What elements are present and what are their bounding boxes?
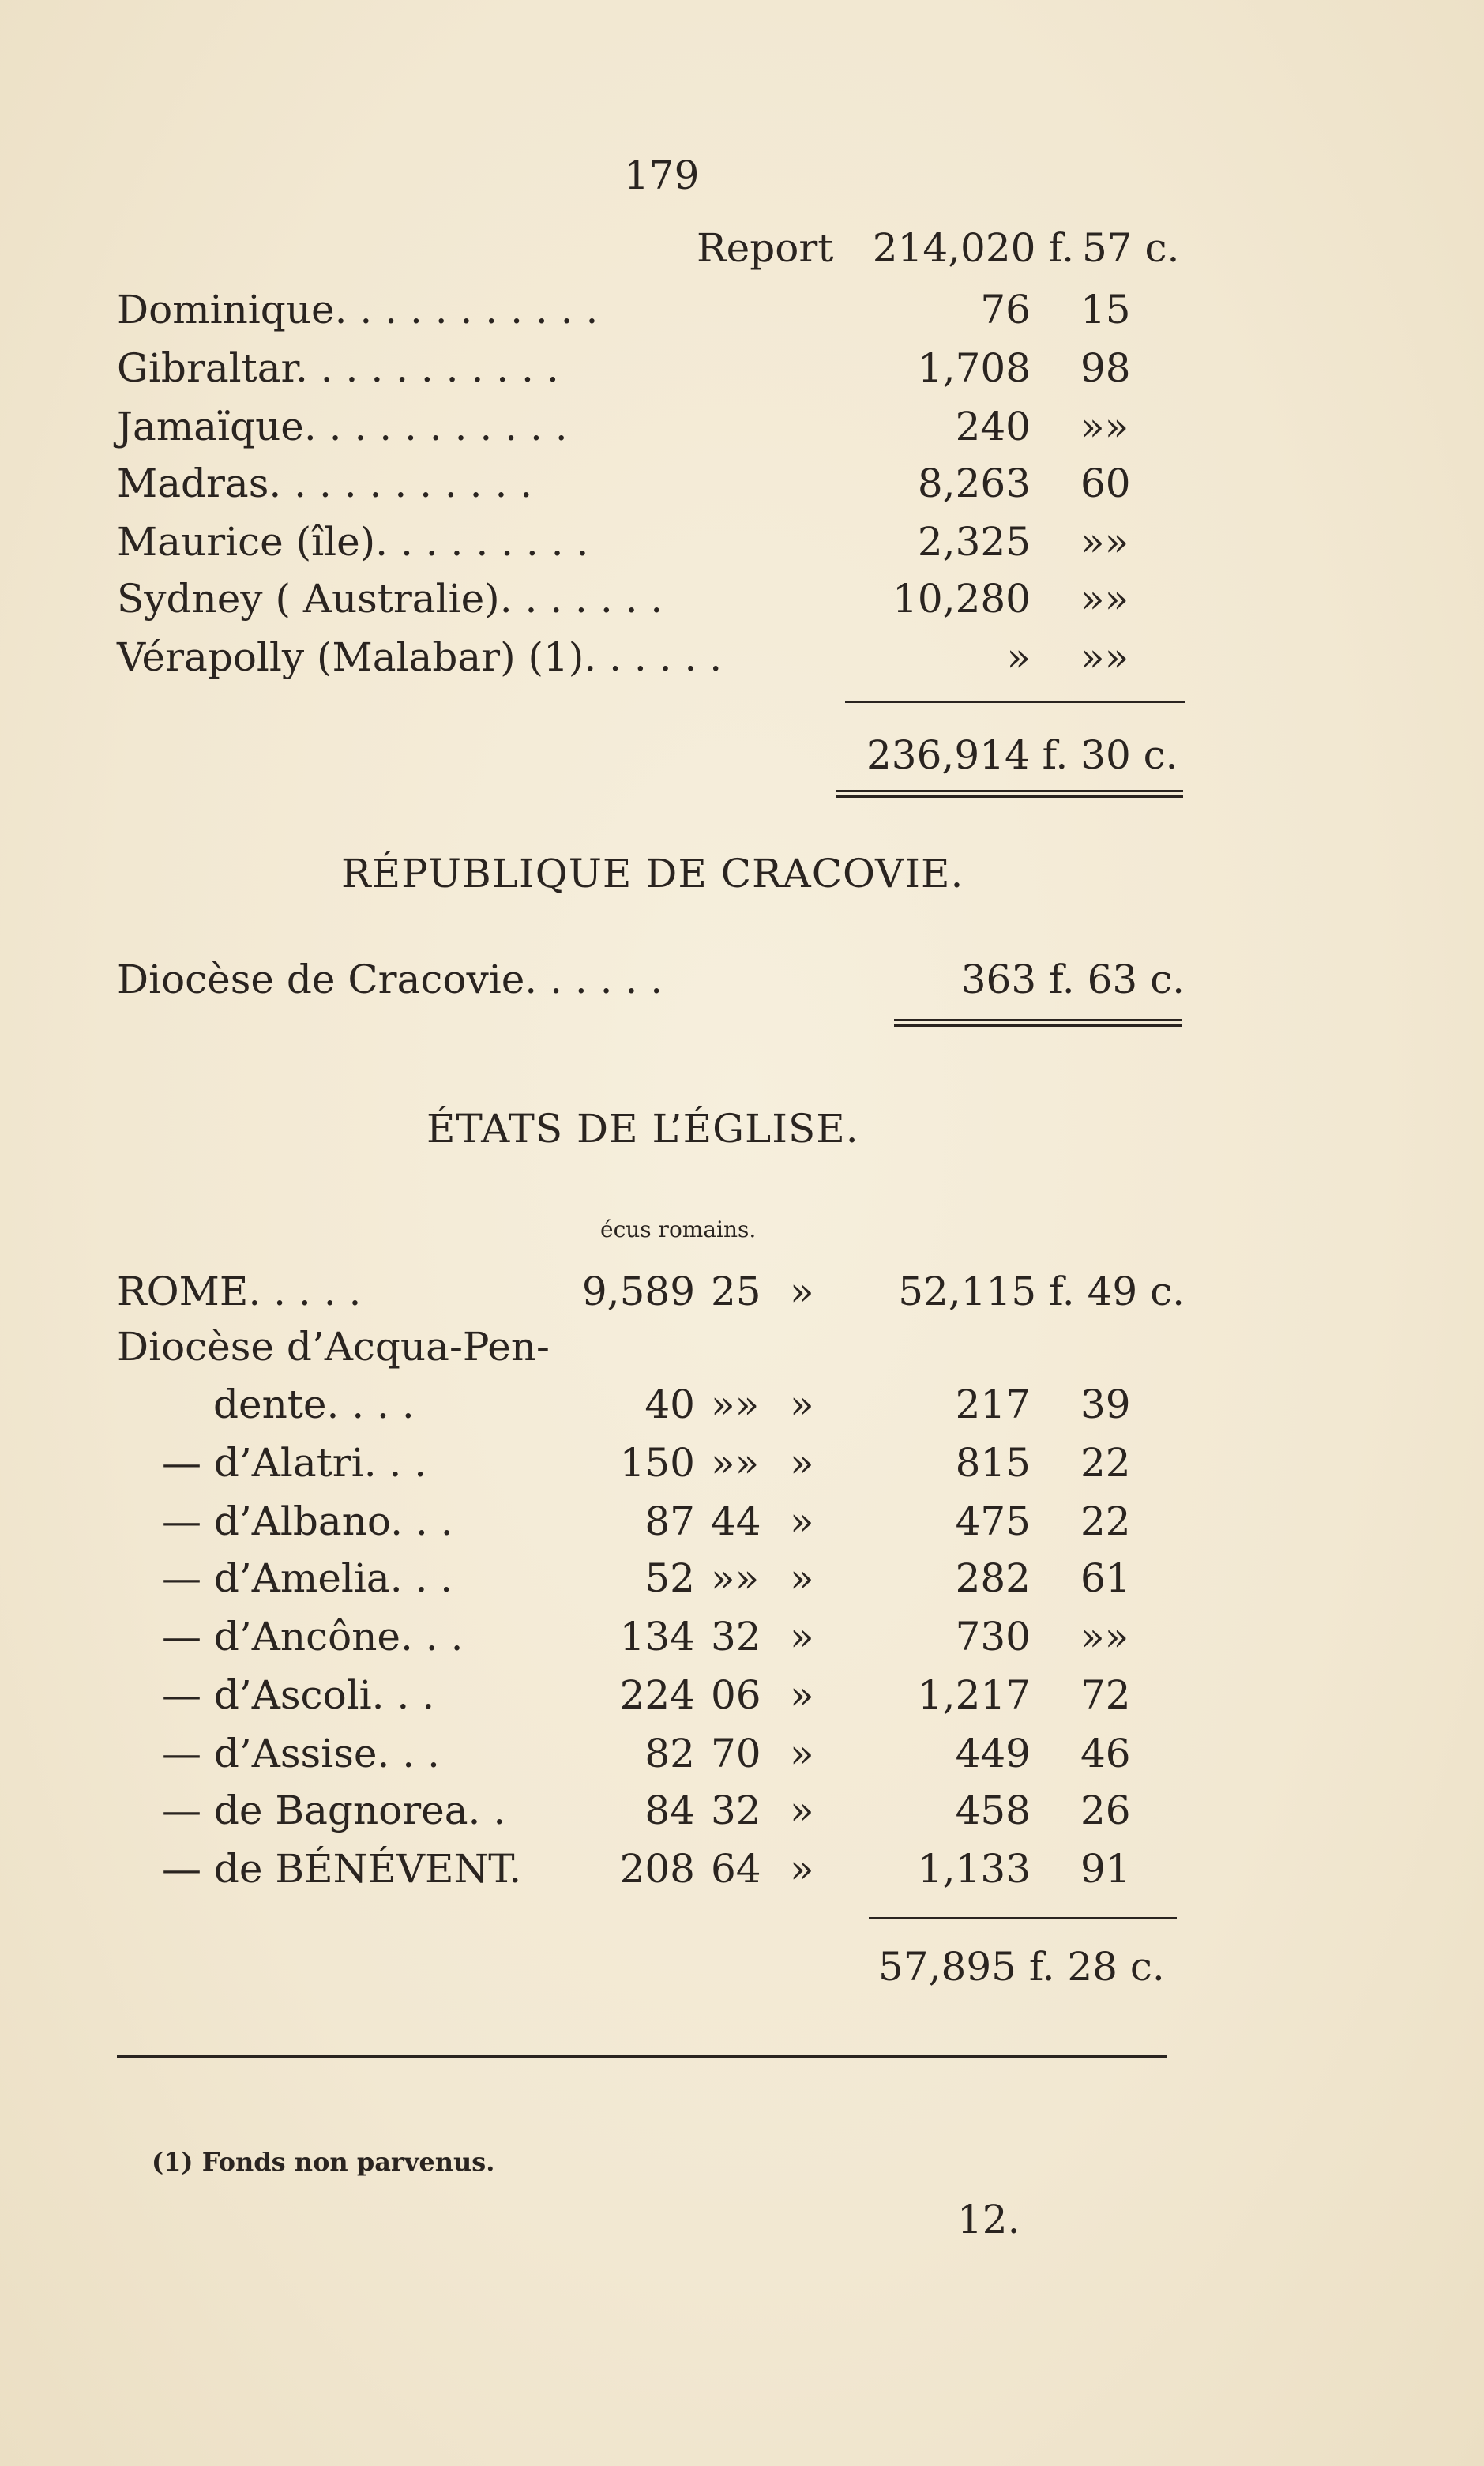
- diocese-francs: 449: [955, 1731, 1031, 1776]
- diocese-francs: 1,217: [917, 1672, 1031, 1718]
- diocese-ecus: 40: [644, 1381, 695, 1427]
- rome-baj: 25: [711, 1269, 761, 1314]
- colony-name: Sydney ( Australie). . . . . . .: [117, 576, 663, 622]
- colony-francs: »: [1006, 634, 1031, 680]
- diocese-bajocs: 32: [711, 1787, 761, 1833]
- colony-centimes: »»: [1080, 634, 1129, 680]
- cracovie-row-total: 363 f. 63 c.: [960, 957, 1185, 1002]
- diocese-name: — d’Albano. . .: [162, 1498, 453, 1544]
- colony-francs: 2,325: [917, 519, 1031, 565]
- colony-francs: 10,280: [892, 576, 1031, 622]
- diocese-name: — de BÉNÉVENT.: [162, 1846, 522, 1892]
- colony-name: Vérapolly (Malabar) (1). . . . . .: [117, 634, 723, 680]
- colony-francs: 8,263: [917, 460, 1031, 506]
- colony-centimes: »»: [1080, 576, 1129, 622]
- colony-centimes: »»: [1080, 404, 1129, 449]
- total-double-rule: [836, 790, 1183, 798]
- colony-francs: 1,708: [917, 345, 1031, 391]
- diocese-francs: 217: [955, 1381, 1031, 1427]
- diocese-ecus: 208: [619, 1846, 695, 1892]
- diocese-bajocs: 44: [711, 1498, 761, 1544]
- colony-centimes: 98: [1080, 345, 1131, 391]
- diocese-quattrini: »: [790, 1614, 814, 1660]
- diocese-centimes: »»: [1080, 1614, 1129, 1660]
- colony-name: Gibraltar. . . . . . . . . . .: [117, 345, 559, 391]
- eglise-rule: [869, 1917, 1177, 1919]
- diocese-bajocs: 70: [711, 1731, 761, 1776]
- footnote-rule: [117, 2055, 1167, 2058]
- footnote: (1) Fonds non parvenus.: [152, 2147, 495, 2177]
- diocese-bajocs: 64: [711, 1846, 761, 1892]
- diocese-ecus: 224: [619, 1672, 695, 1718]
- colony-name: Maurice (île). . . . . . . . .: [117, 519, 589, 565]
- diocese-quattrini: »: [790, 1498, 814, 1544]
- rome-name: ROME. . . . .: [117, 1269, 362, 1314]
- diocese-name: — d’Amelia. . .: [162, 1555, 453, 1601]
- page-number: 179: [624, 152, 700, 198]
- diocese-centimes: 39: [1080, 1381, 1131, 1427]
- cracovie-heading: RÉPUBLIQUE DE CRACOVIE.: [341, 851, 964, 897]
- colony-francs: 76: [980, 287, 1031, 333]
- diocese-quattrini: »: [790, 1787, 814, 1833]
- diocese-centimes: 72: [1080, 1672, 1131, 1718]
- colony-name: Jamaïque. . . . . . . . . . .: [117, 404, 568, 449]
- report-label: Report: [697, 225, 834, 271]
- colony-centimes: 60: [1080, 460, 1131, 506]
- diocese-ecus: 84: [644, 1787, 695, 1833]
- colony-name: Madras. . . . . . . . . . .: [117, 460, 533, 506]
- diocese-quattrini: »: [790, 1672, 814, 1718]
- diocese-name: — de Bagnorea. .: [162, 1787, 506, 1833]
- diocese-bajocs: 06: [711, 1672, 761, 1718]
- diocese-quattrini: »: [790, 1846, 814, 1892]
- eglise-total: 57,895 f. 28 c.: [878, 1944, 1165, 1990]
- diocese-bajocs: 32: [711, 1614, 761, 1660]
- diocese-ecus: 150: [619, 1440, 695, 1486]
- colony-centimes: 15: [1080, 287, 1131, 333]
- colony-francs: 240: [955, 404, 1031, 449]
- rome-q: »: [790, 1269, 814, 1314]
- report-francs: 214,020 f.: [872, 225, 1074, 271]
- cracovie-row-name: Diocèse de Cracovie. . . . . .: [117, 957, 663, 1002]
- acqua-line1: Diocèse d’Acqua-Pen-: [117, 1324, 550, 1370]
- diocese-quattrini: »: [790, 1731, 814, 1776]
- section1-total: 236,914 f. 30 c.: [866, 732, 1178, 778]
- diocese-quattrini: »: [790, 1555, 814, 1601]
- subtotal-rule: [845, 701, 1185, 703]
- diocese-francs: 475: [955, 1498, 1031, 1544]
- diocese-ecus: 134: [619, 1614, 695, 1660]
- unit-label: écus romains.: [600, 1216, 757, 1242]
- diocese-centimes: 26: [1080, 1787, 1131, 1833]
- diocese-centimes: 46: [1080, 1731, 1131, 1776]
- diocese-francs: 1,133: [917, 1846, 1031, 1892]
- diocese-quattrini: »: [790, 1381, 814, 1427]
- diocese-name: dente. . . .: [213, 1381, 415, 1427]
- diocese-ecus: 87: [644, 1498, 695, 1544]
- colony-centimes: »»: [1080, 519, 1129, 565]
- diocese-quattrini: »: [790, 1440, 814, 1486]
- cracovie-double-rule: [894, 1019, 1182, 1027]
- diocese-bajocs: »»: [711, 1440, 760, 1486]
- diocese-francs: 815: [955, 1440, 1031, 1486]
- colony-name: Dominique. . . . . . . . . . .: [117, 287, 599, 333]
- eglise-heading: ÉTATS DE L’ÉGLISE.: [426, 1106, 859, 1152]
- diocese-centimes: 61: [1080, 1555, 1131, 1601]
- signature-mark: 12.: [957, 2197, 1020, 2242]
- diocese-francs: 282: [955, 1555, 1031, 1601]
- diocese-francs: 730: [955, 1614, 1031, 1660]
- diocese-centimes: 22: [1080, 1498, 1131, 1544]
- diocese-bajocs: »»: [711, 1381, 760, 1427]
- diocese-francs: 458: [955, 1787, 1031, 1833]
- diocese-name: — d’Alatri. . .: [162, 1440, 427, 1486]
- diocese-ecus: 82: [644, 1731, 695, 1776]
- diocese-bajocs: »»: [711, 1555, 760, 1601]
- report-centimes: 57 c.: [1082, 225, 1180, 271]
- diocese-name: — d’Assise. . .: [162, 1731, 440, 1776]
- diocese-name: — d’Ascoli. . .: [162, 1672, 435, 1718]
- diocese-name: — d’Ancône. . .: [162, 1614, 464, 1660]
- diocese-centimes: 91: [1080, 1846, 1131, 1892]
- rome-francs: 52,115 f. 49 c.: [898, 1269, 1185, 1314]
- diocese-ecus: 52: [644, 1555, 695, 1601]
- diocese-centimes: 22: [1080, 1440, 1131, 1486]
- rome-ecus: 9,589: [581, 1269, 695, 1314]
